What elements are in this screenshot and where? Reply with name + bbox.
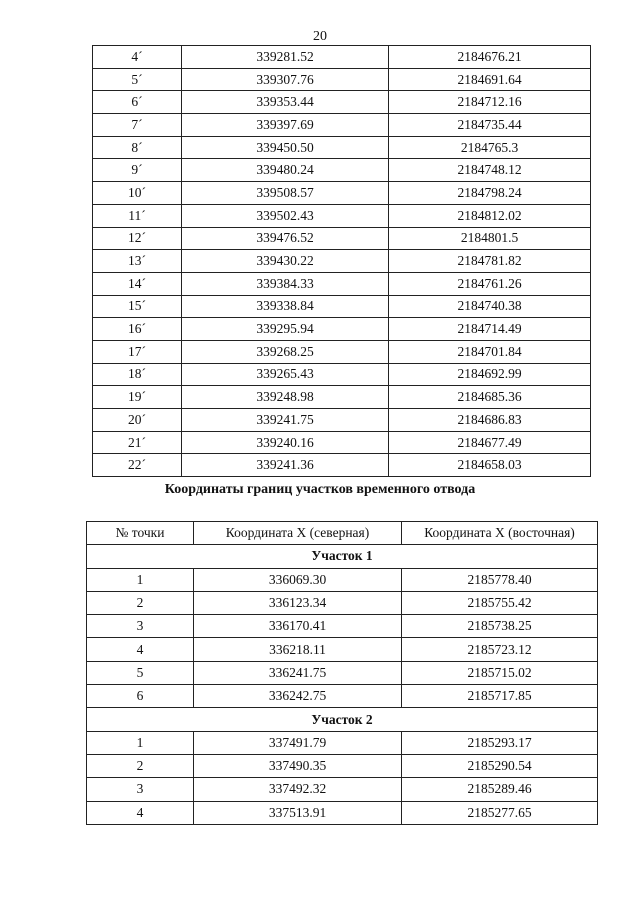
table-row (93, 409, 591, 432)
east-coordinate-cell: 2185290.54 (402, 754, 598, 777)
point-number-cell: 6´ (93, 91, 182, 114)
table-row (87, 615, 598, 638)
table-row (93, 182, 591, 205)
table-row (93, 159, 591, 182)
east-coordinate-cell: 2184761.26 (389, 272, 591, 295)
header-east-coordinate: Координата X (восточная) (402, 522, 598, 545)
table-row (87, 685, 598, 708)
point-number-cell: 3 (87, 778, 194, 801)
point-number-cell: 8´ (93, 136, 182, 159)
point-number-cell: 3 (87, 615, 194, 638)
point-number-cell: 4 (87, 638, 194, 661)
east-coordinate-cell: 2184685.36 (389, 386, 591, 409)
east-coordinate-cell: 2184714.49 (389, 318, 591, 341)
table-row (93, 318, 591, 341)
point-number-cell: 15´ (93, 295, 182, 318)
coordinates-continuation-table (92, 45, 591, 477)
east-coordinate-cell: 2185277.65 (402, 801, 598, 824)
north-coordinate-cell: 337513.91 (194, 801, 402, 824)
table-row (93, 68, 591, 91)
north-coordinate-cell: 339295.94 (182, 318, 389, 341)
group-header-row (87, 708, 598, 731)
point-number-cell: 21´ (93, 431, 182, 454)
point-number-cell: 19´ (93, 386, 182, 409)
table-row (93, 272, 591, 295)
table-row (93, 431, 591, 454)
east-coordinate-cell: 2185778.40 (402, 568, 598, 591)
header-point-number: № точки (87, 522, 194, 545)
point-number-cell: 4 (87, 801, 194, 824)
east-coordinate-cell: 2184691.64 (389, 68, 591, 91)
east-coordinate-cell: 2184712.16 (389, 91, 591, 114)
north-coordinate-cell: 336242.75 (194, 685, 402, 708)
north-coordinate-cell: 339502.43 (182, 204, 389, 227)
north-coordinate-cell: 339281.52 (182, 46, 389, 69)
north-coordinate-cell: 337490.35 (194, 754, 402, 777)
east-coordinate-cell: 2185717.85 (402, 685, 598, 708)
north-coordinate-cell: 339241.75 (182, 409, 389, 432)
north-coordinate-cell: 339476.52 (182, 227, 389, 250)
north-coordinate-cell: 336170.41 (194, 615, 402, 638)
point-number-cell: 2 (87, 591, 194, 614)
north-coordinate-cell: 336241.75 (194, 661, 402, 684)
point-number-cell: 17´ (93, 340, 182, 363)
east-coordinate-cell: 2184676.21 (389, 46, 591, 69)
north-coordinate-cell: 339240.16 (182, 431, 389, 454)
table-header-row (87, 522, 598, 545)
north-coordinate-cell: 336218.11 (194, 638, 402, 661)
table-row (87, 754, 598, 777)
table-row (87, 568, 598, 591)
table-row (93, 46, 591, 69)
north-coordinate-cell: 339353.44 (182, 91, 389, 114)
table-row (93, 91, 591, 114)
point-number-cell: 5 (87, 661, 194, 684)
east-coordinate-cell: 2184692.99 (389, 363, 591, 386)
north-coordinate-cell: 339508.57 (182, 182, 389, 205)
table-row (93, 295, 591, 318)
north-coordinate-cell: 339397.69 (182, 114, 389, 137)
table-row (93, 136, 591, 159)
north-coordinate-cell: 339384.33 (182, 272, 389, 295)
east-coordinate-cell: 2184801.5 (389, 227, 591, 250)
east-coordinate-cell: 2184812.02 (389, 204, 591, 227)
point-number-cell: 5´ (93, 68, 182, 91)
point-number-cell: 1 (87, 731, 194, 754)
north-coordinate-cell: 336069.30 (194, 568, 402, 591)
plot-title: Участок 1 (87, 545, 598, 568)
east-coordinate-cell: 2184735.44 (389, 114, 591, 137)
plot-title: Участок 2 (87, 708, 598, 731)
header-north-coordinate: Координата X (северная) (194, 522, 402, 545)
point-number-cell: 11´ (93, 204, 182, 227)
east-coordinate-cell: 2184765.3 (389, 136, 591, 159)
point-number-cell: 7´ (93, 114, 182, 137)
point-number-cell: 20´ (93, 409, 182, 432)
east-coordinate-cell: 2184798.24 (389, 182, 591, 205)
north-coordinate-cell: 339480.24 (182, 159, 389, 182)
north-coordinate-cell: 339307.76 (182, 68, 389, 91)
north-coordinate-cell: 339241.36 (182, 454, 389, 477)
page-number: 20 (313, 29, 327, 44)
temporary-allotment-table (86, 521, 598, 825)
north-coordinate-cell: 336123.34 (194, 591, 402, 614)
east-coordinate-cell: 2184686.83 (389, 409, 591, 432)
point-number-cell: 1 (87, 568, 194, 591)
point-number-cell: 14´ (93, 272, 182, 295)
table-row (87, 731, 598, 754)
north-coordinate-cell: 339450.50 (182, 136, 389, 159)
group-header-row (87, 545, 598, 568)
east-coordinate-cell: 2185289.46 (402, 778, 598, 801)
east-coordinate-cell: 2184740.38 (389, 295, 591, 318)
north-coordinate-cell: 339268.25 (182, 340, 389, 363)
table-row (93, 227, 591, 250)
point-number-cell: 6 (87, 685, 194, 708)
north-coordinate-cell: 339265.43 (182, 363, 389, 386)
east-coordinate-cell: 2185715.02 (402, 661, 598, 684)
east-coordinate-cell: 2184781.82 (389, 250, 591, 273)
east-coordinate-cell: 2185293.17 (402, 731, 598, 754)
table-row (87, 778, 598, 801)
table-row (93, 114, 591, 137)
point-number-cell: 18´ (93, 363, 182, 386)
table-row (87, 591, 598, 614)
point-number-cell: 4´ (93, 46, 182, 69)
point-number-cell: 13´ (93, 250, 182, 273)
east-coordinate-cell: 2184658.03 (389, 454, 591, 477)
point-number-cell: 22´ (93, 454, 182, 477)
north-coordinate-cell: 339338.84 (182, 295, 389, 318)
table-row (93, 363, 591, 386)
east-coordinate-cell: 2185755.42 (402, 591, 598, 614)
table-row (87, 638, 598, 661)
point-number-cell: 9´ (93, 159, 182, 182)
table-row (93, 454, 591, 477)
north-coordinate-cell: 337492.32 (194, 778, 402, 801)
point-number-cell: 10´ (93, 182, 182, 205)
table-row (93, 340, 591, 363)
east-coordinate-cell: 2184677.49 (389, 431, 591, 454)
north-coordinate-cell: 339430.22 (182, 250, 389, 273)
section-title: Координаты границ участков временного отвода (164, 482, 476, 497)
north-coordinate-cell: 337491.79 (194, 731, 402, 754)
east-coordinate-cell: 2184701.84 (389, 340, 591, 363)
north-coordinate-cell: 339248.98 (182, 386, 389, 409)
east-coordinate-cell: 2185738.25 (402, 615, 598, 638)
table-row (93, 386, 591, 409)
table-row (93, 204, 591, 227)
east-coordinate-cell: 2184748.12 (389, 159, 591, 182)
point-number-cell: 16´ (93, 318, 182, 341)
point-number-cell: 12´ (93, 227, 182, 250)
point-number-cell: 2 (87, 754, 194, 777)
table-row (87, 801, 598, 824)
east-coordinate-cell: 2185723.12 (402, 638, 598, 661)
table-row (87, 661, 598, 684)
table-row (93, 250, 591, 273)
